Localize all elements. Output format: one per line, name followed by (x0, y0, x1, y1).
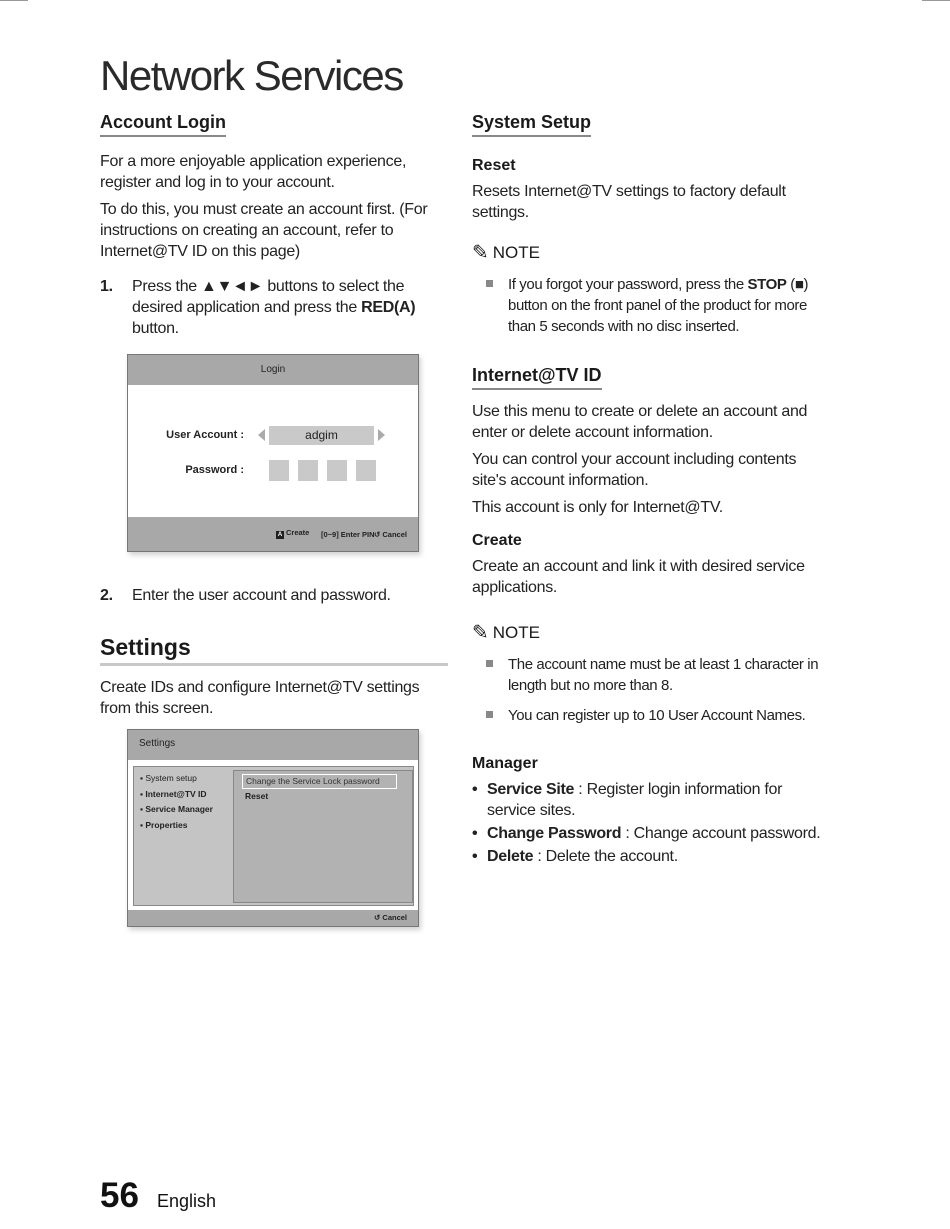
account-login-para2: To do this, you must create an account first. (For instructions on creating an account, refer to Internet@TV ID on this page) (100, 201, 428, 260)
bullet-dot-icon: • (472, 781, 478, 798)
arrow-left-icon[interactable] (258, 429, 265, 441)
step-1 (100, 276, 448, 339)
create-text: Create an account and link it with desired service applications. (472, 558, 805, 596)
cancel-button[interactable]: ↺ Cancel (374, 530, 407, 539)
note-heading-1: ✎ NOTE (472, 242, 540, 264)
square-bullet-icon (472, 654, 492, 696)
step-1-number: 1. (100, 278, 113, 295)
internet-tv-id-heading: Internet@TV ID (472, 365, 602, 390)
password-label: Password : (185, 464, 244, 476)
enter-pin-hint: [0~9] Enter PIN (321, 530, 375, 539)
system-setup-heading: System Setup (472, 112, 591, 137)
square-bullet-icon (472, 274, 492, 337)
crop-mark-left (0, 0, 28, 1)
page-title: Network Services (100, 52, 403, 99)
manager-heading: Manager (472, 755, 538, 772)
account-login-para1: For a more enjoyable application experience, register and log in to your account. (100, 153, 407, 191)
login-footer-bar (128, 517, 418, 551)
reset-text: Resets Internet@TV settings to factory default settings. (472, 183, 786, 221)
option-change-lock-password[interactable]: Change the Service Lock password (242, 774, 397, 789)
note-item-stop: If you forgot your password, press the STOP (■) button on the front panel of the product for more than 5 seconds with no disc inserted. (472, 274, 832, 337)
pencil-icon: ✎ (472, 622, 489, 644)
square-bullet-icon (472, 705, 492, 726)
step-2 (100, 585, 448, 606)
note-item-register-limit: You can register up to 10 User Account Names. (472, 705, 832, 726)
settings-submenu (233, 770, 413, 903)
bullet-service-site: • Service Site : Register login information for service sites. (472, 781, 783, 819)
right-column (472, 112, 832, 867)
menu-item-system-setup[interactable]: ▪ System setup (140, 773, 197, 783)
internet-tv-id-para3: This account is only for Internet@TV. (472, 499, 723, 516)
account-login-heading: Account Login (100, 112, 226, 137)
bullet-dot-icon: • (472, 825, 478, 842)
bullet-delete: • Delete : Delete the account. (472, 848, 678, 865)
settings-panel (133, 766, 414, 906)
pin-box-1[interactable] (269, 460, 289, 481)
reset-heading: Reset (472, 157, 516, 174)
internet-tv-id-para2: You can control your account including contents site's account information. (472, 451, 797, 489)
menu-item-internet-tv-id[interactable]: ▪ Internet@TV ID (140, 788, 207, 799)
page-language: English (157, 1191, 217, 1211)
settings-heading: Settings (100, 634, 448, 666)
user-account-label: User Account : (166, 429, 244, 441)
pencil-icon: ✎ (472, 242, 489, 264)
create-heading: Create (472, 532, 522, 549)
settings-title: Settings (128, 730, 418, 760)
arrow-right-icon[interactable] (378, 429, 385, 441)
page-number: 56 (100, 1176, 139, 1215)
settings-para: Create IDs and configure Internet@TV settings from this screen. (100, 679, 420, 717)
user-account-field[interactable]: adgim (269, 426, 374, 445)
menu-item-service-manager[interactable]: ▪ Service Manager (140, 804, 213, 814)
pin-box-2[interactable] (298, 460, 318, 481)
note-item-account-length: The account name must be at least 1 character in length but no more than 8. (472, 654, 832, 696)
crop-mark-right (922, 0, 950, 1)
menu-item-properties[interactable]: ▪ Properties (140, 819, 188, 830)
pin-box-4[interactable] (356, 460, 376, 481)
internet-tv-id-para1: Use this menu to create or delete an account and enter or delete account information. (472, 403, 808, 441)
bullet-dot-icon: • (472, 848, 478, 865)
option-reset[interactable]: Reset (245, 791, 269, 801)
note-heading-2: ✎ NOTE (472, 622, 540, 644)
login-title: Login (128, 355, 418, 385)
settings-screen (127, 729, 419, 927)
red-a-key-icon: A (277, 532, 283, 538)
left-column-lower (100, 585, 448, 719)
settings-menu (140, 771, 213, 833)
pin-box-3[interactable] (327, 460, 347, 481)
bullet-change-password: • Change Password : Change account password. (472, 825, 821, 842)
login-screen (127, 354, 419, 552)
left-column (100, 112, 448, 339)
create-button[interactable]: A Create (277, 528, 310, 538)
settings-footer-bar (128, 910, 418, 926)
step-2-number: 2. (100, 587, 113, 604)
step-1-text: Press the ▲▼◄► buttons to select the desired application and press the RED(A) button. (132, 278, 416, 337)
step-2-text: Enter the user account and password. (132, 587, 391, 604)
settings-cancel-button[interactable]: ↺ Cancel (374, 913, 407, 922)
